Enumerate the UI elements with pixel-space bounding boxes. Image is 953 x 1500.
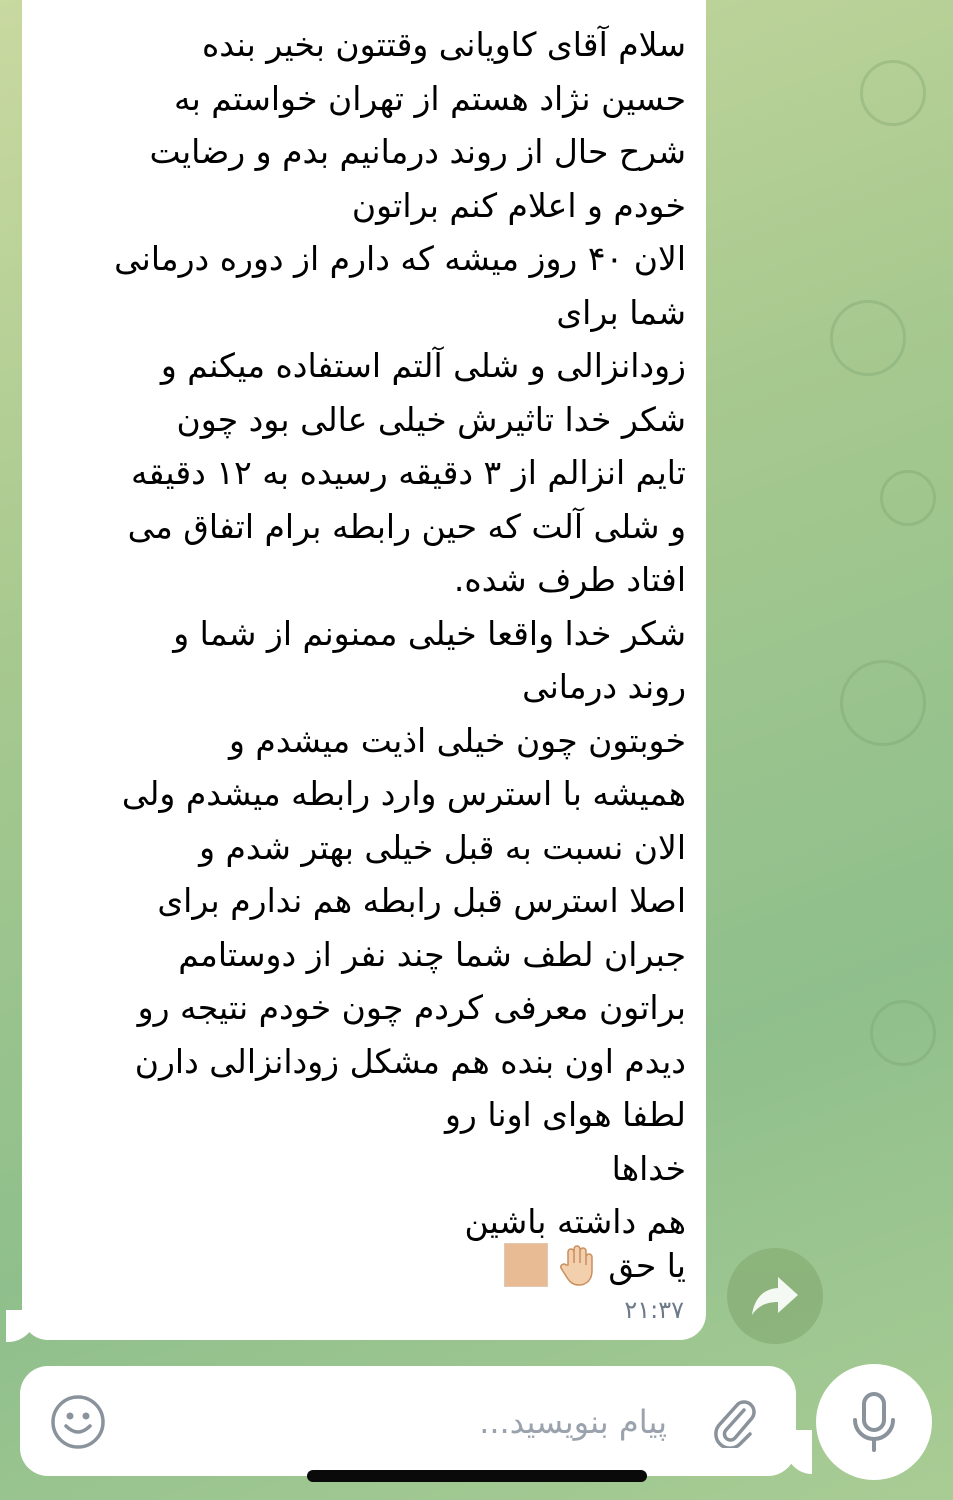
message-line: دیدم اون بنده هم مشکل زودانزالی دارن bbox=[134, 1041, 686, 1081]
message-timestamp: ۲۱:۳۷ bbox=[624, 1296, 684, 1324]
emoji-button[interactable] bbox=[50, 1394, 106, 1450]
message-line: خداها bbox=[611, 1148, 686, 1188]
message-line: لطفا هوای اونا رو bbox=[444, 1095, 686, 1134]
message-line: براتون معرفی کردم چون خودم نتیجه رو bbox=[137, 988, 686, 1027]
message-line: الان نسبت به قبل خیلی بهتر شدم و bbox=[199, 827, 686, 867]
home-indicator bbox=[307, 1470, 647, 1482]
message-line: جبران لطف شما چند نفر از دوستامم bbox=[178, 934, 686, 974]
message-input[interactable] bbox=[120, 1386, 669, 1458]
message-line: افتاد طرف شده. bbox=[453, 560, 686, 599]
message-line: روند درمانی bbox=[522, 667, 686, 706]
message-line: حسین نژاد هستم از تهران خواستم به bbox=[173, 78, 686, 118]
smiley-icon bbox=[50, 1394, 106, 1450]
message-composer bbox=[20, 1366, 796, 1476]
message-bubble[interactable] bbox=[22, 0, 706, 1340]
skin-tone-emoji-icon bbox=[504, 1243, 548, 1287]
message-text bbox=[50, 18, 686, 1249]
background-doodle bbox=[860, 60, 926, 126]
message-line: شما برای bbox=[556, 292, 686, 332]
message-line: یا حق bbox=[608, 1245, 686, 1285]
message-line: سلام آقای کاویانی وقتتون بخیر بنده bbox=[202, 25, 686, 64]
message-line: هم داشته باشین bbox=[464, 1202, 686, 1241]
message-line: الان ۴۰ روز میشه که دارم از دوره درمانی bbox=[114, 239, 686, 278]
background-doodle bbox=[840, 660, 926, 746]
message-line: و شلی آلت که حین رابطه برام اتفاق می bbox=[127, 506, 686, 546]
message-line: زودانزالی و شلی آلتم استفاده میکنم و bbox=[160, 346, 686, 385]
background-doodle bbox=[830, 300, 906, 376]
message-line: تایم انزالم از ۳ دقیقه رسیده به ۱۲ دقیقه bbox=[130, 453, 686, 492]
background-doodle bbox=[870, 1000, 936, 1066]
background-doodle bbox=[880, 470, 936, 526]
microphone-icon bbox=[849, 1390, 899, 1454]
message-line: شکر خدا واقعا خیلی ممنونم از شما و bbox=[173, 613, 686, 653]
forward-button[interactable] bbox=[727, 1248, 823, 1344]
forward-arrow-icon bbox=[750, 1275, 800, 1317]
message-line: خوبتون چون خیلی اذیت میشدم و bbox=[228, 720, 686, 760]
raised-hand-emoji-icon bbox=[558, 1243, 598, 1287]
message-line: شکر خدا تاثیرش خیلی عالی بود چون bbox=[176, 399, 686, 439]
message-line: خودم و اعلام کنم براتون bbox=[351, 185, 686, 225]
microphone-button[interactable] bbox=[816, 1364, 932, 1480]
attach-button[interactable] bbox=[710, 1396, 760, 1448]
message-line: اصلا استرس قبل رابطه هم ندارم برای bbox=[157, 881, 686, 920]
message-line: همیشه با استرس وارد رابطه میشدم ولی bbox=[121, 774, 686, 813]
message-line: شرح حال از روند درمانیم بدم و رضایت bbox=[149, 132, 686, 171]
paperclip-icon bbox=[710, 1396, 760, 1448]
message-last-line bbox=[504, 1240, 686, 1290]
